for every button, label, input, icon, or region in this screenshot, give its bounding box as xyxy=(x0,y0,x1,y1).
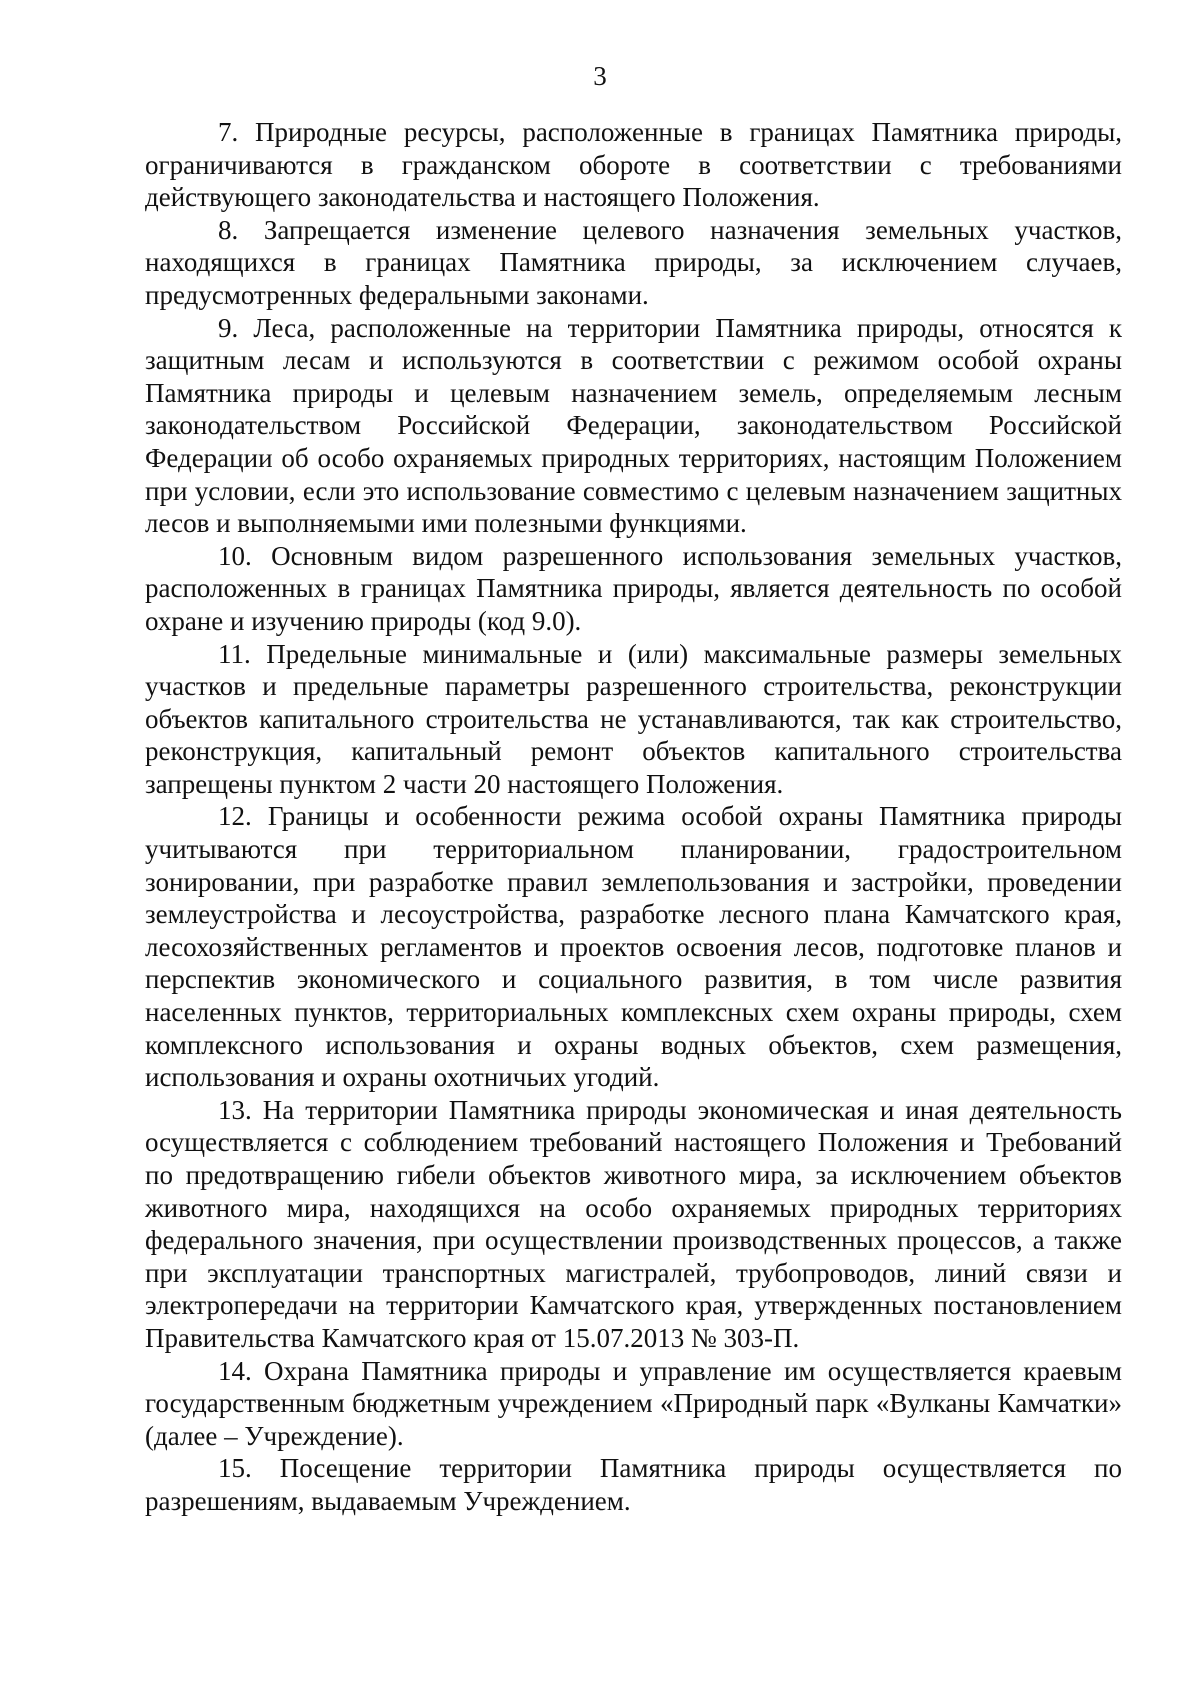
paragraph-13: 13. На территории Памятника природы экономическая и иная деятельность осуществляется с соблюдением требований настоящего Положения и Требований по предотвращению гибели объектов животного мира, за исключением объектов животного мира, находящихся на особо охраняемых природных территориях федерального значения, при осуществлении производственных процессов, а также при эксплуатации транспортных магистралей, трубопроводов, линий связи и электропередачи на территории Камчатского края, утвержденных постановлением Правительства Камчатского края от 15.07.2013 № 303-П. xyxy=(145,1094,1122,1353)
document-body xyxy=(145,116,1122,1518)
paragraph-11: 11. Предельные минимальные и (или) максимальные размеры земельных участков и предельные параметры разрешенного строительства, реконструкции объектов капитального строительства не устанавливаются, так как строительство, реконструкция, капитальный ремонт объектов капитального строительства запрещены пунктом 2 части 20 настоящего Положения. xyxy=(145,638,1122,799)
paragraph-8: 8. Запрещается изменение целевого назначения земельных участков, находящихся в границах Памятника природы, за исключением случаев, предусмотренных федеральными законами. xyxy=(145,214,1122,310)
paragraph-10: 10. Основным видом разрешенного использования земельных участков, расположенных в границах Памятника природы, является деятельность по особой охране и изучению природы (код 9.0). xyxy=(145,540,1122,636)
page-number: 3 xyxy=(593,61,607,91)
paragraph-7: 7. Природные ресурсы, расположенные в границах Памятника природы, ограничиваются в гражданском обороте в соответствии с требованиями действующего законодательства и настоящего Положения. xyxy=(145,117,1122,213)
paragraph-14: 14. Охрана Памятника природы и управление им осуществляется краевым государственным бюджетным учреждением «Природный парк «Вулканы Камчатки» (далее – Учреждение). xyxy=(145,1355,1122,1451)
paragraph-15: 15. Посещение территории Памятника природы осуществляется по разрешениям, выдаваемым Учреждением. xyxy=(145,1453,1122,1516)
paragraph-9: 9. Леса, расположенные на территории Памятника природы, относятся к защитным лесам и используются в соответствии с режимом особой охраны Памятника природы и целевым назначением земель, определяемым лесным законодательством Российской Федерации, законодательством Российской Федерации об особо охраняемых природных территориях, настоящим Положением при условии, если это использование совместимо с целевым назначением защитных лесов и выполняемыми ими полезными функциями. xyxy=(145,312,1122,539)
paragraph-12: 12. Границы и особенности режима особой охраны Памятника природы учитываются при территориальном планировании, градостроительном зонировании, при разработке правил землепользования и застройки, проведении землеустройства и лесоустройства, разработке лесного плана Камчатского края, лесохозяйственных регламентов и проектов освоения лесов, подготовке планов и перспектив экономического и социального развития, в том числе развития населенных пунктов, территориальных комплексных схем охраны природы, схем комплексного использования и охраны водных объектов, схем размещения, использования и охраны охотничьих угодий. xyxy=(145,801,1122,1093)
